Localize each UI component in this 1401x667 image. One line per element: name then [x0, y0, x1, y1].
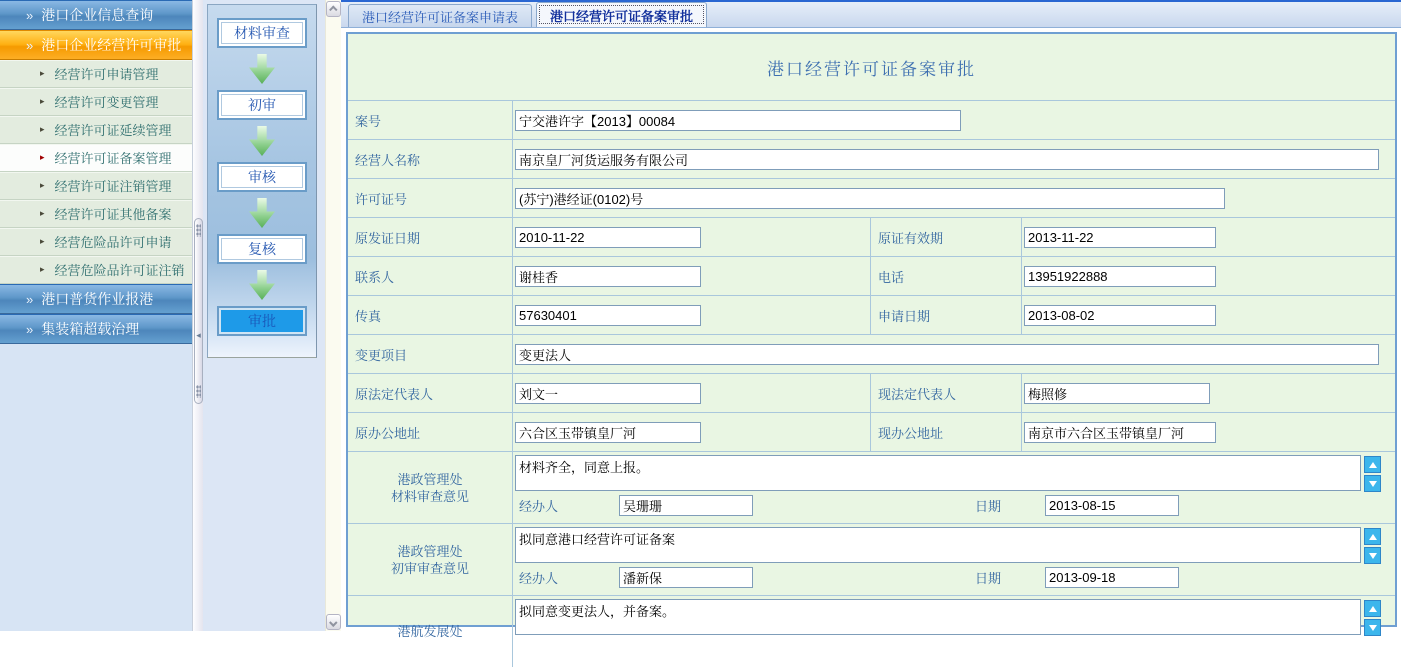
scroll-up-button[interactable] [326, 1, 341, 17]
scroll-down-button[interactable] [326, 614, 341, 630]
workflow-step-recheck[interactable]: 复核 [217, 234, 307, 264]
triangle-up-icon [1369, 462, 1377, 468]
form-row-change-item [348, 334, 1395, 373]
old-legal-rep-input[interactable] [515, 383, 701, 404]
opinion-scroll-buttons [1364, 600, 1381, 636]
form-row-license-no [348, 178, 1395, 217]
sidebar-item-label: 经营许可证其他备案 [54, 207, 172, 222]
case-no-input[interactable] [515, 110, 961, 131]
sidebar-item-license-filing-mgmt[interactable] [0, 144, 192, 172]
collapse-left-arrow-icon: ◂ [196, 330, 201, 340]
section-development-dept-opinion [348, 595, 1395, 667]
valid-until-label: 原证有效期 [870, 218, 1022, 256]
operator-input[interactable] [619, 495, 753, 516]
apply-date-label: 申请日期 [870, 296, 1022, 334]
operator-name-input[interactable] [515, 149, 1379, 170]
sidebar-item-license-renewal-mgmt[interactable] [0, 116, 192, 144]
contact-input[interactable] [515, 266, 701, 287]
license-no-input[interactable] [515, 188, 1225, 209]
apply-date-input[interactable] [1024, 305, 1216, 326]
workflow-panel [207, 4, 317, 358]
submenu-arrow-icon: ▸ [40, 124, 45, 134]
tab-filing-approval[interactable]: 港口经营许可证备案审批 [536, 2, 707, 27]
tab-bar [341, 0, 1401, 28]
sidebar-item-label: 经营许可证注销管理 [54, 179, 172, 194]
sidebar-item-label: 港口企业信息查询 [41, 7, 154, 23]
scroll-down-button[interactable] [1364, 547, 1381, 564]
phone-label: 电话 [870, 257, 1022, 295]
date-input[interactable] [1045, 495, 1179, 516]
triangle-up-icon [1369, 534, 1377, 540]
license-no-label: 许可证号 [348, 179, 513, 217]
section-material-review-opinion [348, 451, 1395, 523]
sidebar-item-operating-license-approval[interactable] [0, 30, 192, 60]
issue-date-label: 原发证日期 [348, 218, 513, 256]
main-content [341, 0, 1401, 639]
workflow-step-material-review[interactable]: 材料审查 [217, 18, 307, 48]
scroll-down-button[interactable] [1364, 475, 1381, 492]
section-label: 港航发展处 [348, 596, 513, 667]
operator-input[interactable] [619, 567, 753, 588]
section-label: 港政管理处 材料审查意见 [348, 452, 513, 523]
first-review-opinion-textarea[interactable] [515, 527, 1361, 563]
form-row-fax [348, 295, 1395, 334]
sidebar-item-label: 经营许可申请管理 [54, 67, 159, 82]
submenu-arrow-icon: ▸ [40, 68, 45, 78]
workflow-step-approve[interactable]: 审批 [217, 306, 307, 336]
fax-label: 传真 [348, 296, 513, 334]
sidebar-item-dangerous-goods-license-application[interactable] [0, 228, 192, 256]
form-row-issue-date [348, 217, 1395, 256]
form-title: 港口经营许可证备案审批 [767, 59, 976, 79]
old-legal-rep-label: 原法定代表人 [348, 374, 513, 412]
sidebar-item-license-application-mgmt[interactable] [0, 60, 192, 88]
workflow-down-arrow-icon [249, 198, 275, 228]
section-first-review-opinion [348, 523, 1395, 595]
sidebar-item-general-cargo-port-report[interactable] [0, 284, 192, 314]
splitter-handle[interactable] [194, 218, 203, 404]
workflow-down-arrow-icon [249, 54, 275, 84]
valid-until-input[interactable] [1024, 227, 1216, 248]
scroll-up-button[interactable] [1364, 600, 1381, 617]
scroll-up-button[interactable] [1364, 456, 1381, 473]
opinion-scroll-buttons [1364, 456, 1381, 492]
grip-dots-icon [196, 385, 201, 398]
sidebar-item-label: 经营许可证延续管理 [54, 123, 172, 138]
workflow-step-verify[interactable]: 审核 [217, 162, 307, 192]
development-dept-opinion-textarea[interactable] [515, 599, 1361, 635]
date-label: 日期 [975, 499, 1002, 514]
workflow-step-first-review[interactable]: 初审 [217, 90, 307, 120]
new-address-input[interactable] [1024, 422, 1216, 443]
sidebar-item-label: 集装箱超载治理 [41, 321, 140, 337]
old-address-label: 原办公地址 [348, 413, 513, 451]
submenu-arrow-icon: ▸ [40, 236, 45, 246]
form-row-operator-name [348, 139, 1395, 178]
menu-arrow-icon: » [26, 291, 33, 307]
date-input[interactable] [1045, 567, 1179, 588]
submenu-arrow-icon: ▸ [40, 152, 45, 162]
sidebar-item-license-cancellation-mgmt[interactable] [0, 172, 192, 200]
approval-form [346, 32, 1397, 639]
sidebar-item-label: 经营许可变更管理 [54, 95, 159, 110]
panel-splitter[interactable] [192, 0, 203, 631]
change-item-label: 变更项目 [348, 335, 513, 373]
sidebar-item-container-overload-governance[interactable] [0, 314, 192, 344]
contact-label: 联系人 [348, 257, 513, 295]
sidebar-item-label: 经营危险品许可证注销 [54, 263, 185, 278]
triangle-down-icon [1369, 481, 1377, 487]
chevron-down-icon [329, 618, 337, 626]
case-no-label: 案号 [348, 101, 513, 139]
triangle-up-icon [1369, 606, 1377, 612]
menu-arrow-icon: » [26, 37, 33, 53]
grip-dots-icon [196, 224, 201, 237]
submenu-arrow-icon: ▸ [40, 208, 45, 218]
fax-input[interactable] [515, 305, 701, 326]
workflow-down-arrow-icon [249, 270, 275, 300]
material-review-opinion-textarea[interactable] [515, 455, 1361, 491]
tab-filing-application-form[interactable]: 港口经营许可证备案申请表 [348, 4, 532, 27]
sidebar-item-label: 经营许可证备案管理 [54, 151, 172, 166]
menu-arrow-icon: » [26, 7, 33, 23]
phone-input[interactable] [1024, 266, 1216, 287]
chevron-up-icon [329, 5, 337, 13]
sidebar-item-label: 经营危险品许可申请 [54, 235, 172, 250]
form-row-legal-rep [348, 373, 1395, 412]
sidebar-item-license-change-mgmt[interactable] [0, 88, 192, 116]
operator-name-label: 经营人名称 [348, 140, 513, 178]
menu-arrow-icon: » [26, 321, 33, 337]
new-address-label: 现办公地址 [870, 413, 1022, 451]
operator-label: 经办人 [519, 499, 559, 514]
change-item-input[interactable] [515, 344, 1379, 365]
triangle-down-icon [1369, 553, 1377, 559]
issue-date-input[interactable] [515, 227, 701, 248]
sidebar-item-dangerous-goods-license-cancellation[interactable] [0, 256, 192, 284]
operator-label: 经办人 [519, 571, 559, 586]
triangle-down-icon [1369, 625, 1377, 631]
opinion-scroll-buttons [1364, 528, 1381, 564]
date-label: 日期 [975, 571, 1002, 586]
old-address-input[interactable] [515, 422, 701, 443]
new-legal-rep-input[interactable] [1024, 383, 1210, 404]
sidebar-item-label: 港口企业经营许可审批 [41, 37, 182, 53]
sidebar-item-license-other-filing[interactable] [0, 200, 192, 228]
scroll-down-button[interactable] [1364, 619, 1381, 636]
workflow-down-arrow-icon [249, 126, 275, 156]
workflow-frame [203, 0, 325, 631]
form-row-case-no [348, 100, 1395, 139]
submenu-arrow-icon: ▸ [40, 96, 45, 106]
submenu-arrow-icon: ▸ [40, 264, 45, 274]
sidebar-nav [0, 0, 192, 631]
section-label: 港政管理处 初审审查意见 [348, 524, 513, 595]
form-row-contact [348, 256, 1395, 295]
sidebar-item-label: 港口普货作业报港 [41, 291, 154, 307]
form-row-address [348, 412, 1395, 451]
sidebar-item-enterprise-info-query[interactable] [0, 0, 192, 30]
scroll-up-button[interactable] [1364, 528, 1381, 545]
new-legal-rep-label: 现法定代表人 [870, 374, 1022, 412]
vertical-scrollbar[interactable] [325, 0, 341, 631]
submenu-arrow-icon: ▸ [40, 180, 45, 190]
